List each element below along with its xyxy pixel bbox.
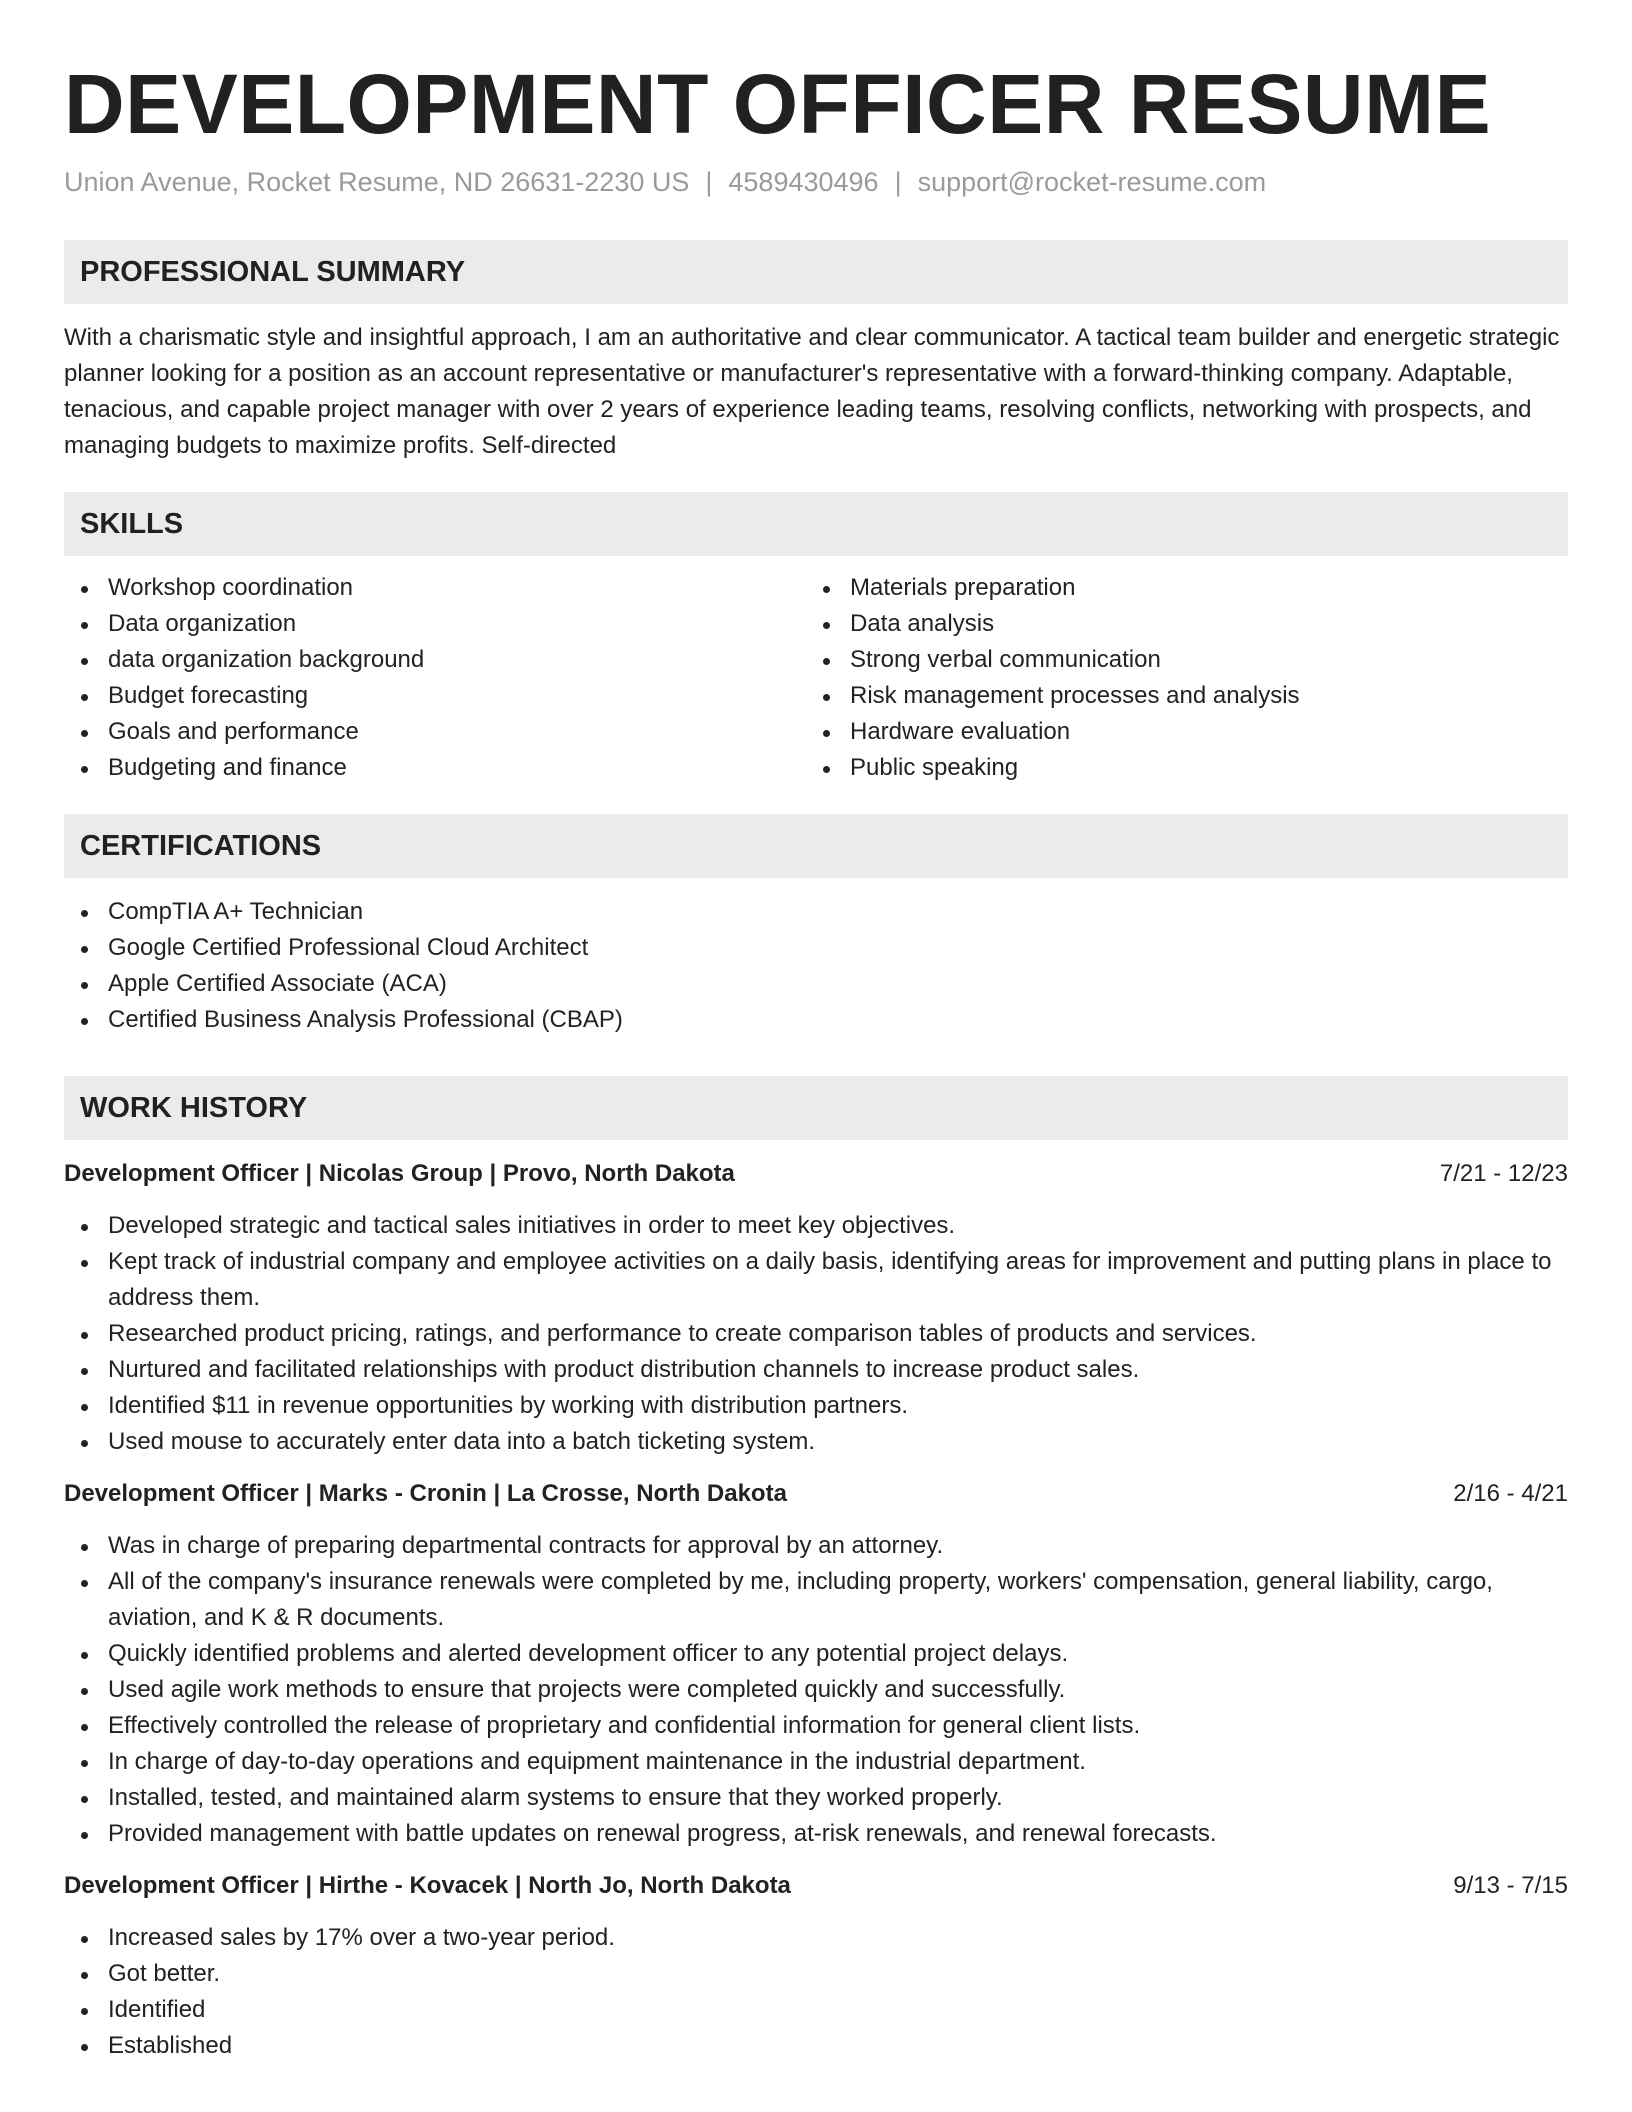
section-heading-skills: SKILLS [64,492,1568,556]
contact-separator: | [894,167,902,197]
job-bullet: In charge of day-to-day operations and equipment maintenance in the industrial department. [64,1744,1568,1780]
job-header [64,1868,1568,1904]
job-bullet: Used mouse to accurately enter data into a batch ticketing system. [64,1424,1568,1460]
job-dates: 2/16 - 4/21 [1453,1480,1568,1507]
skill-item: Materials preparation [806,570,1548,606]
contact-separator: | [705,167,713,197]
job-bullet: All of the company's insurance renewals were completed by me, including property, workers' compensation, general liability, cargo, aviation, and K & R documents. [64,1564,1568,1636]
job-bullet: Effectively controlled the release of proprietary and confidential information for general client lists. [64,1708,1568,1744]
skill-item: Public speaking [806,750,1548,786]
job-entry [64,1156,1568,1460]
job-bullet: Nurtured and facilitated relationships with product distribution channels to increase product sales. [64,1352,1568,1388]
job-bullets [64,1528,1568,1852]
job-bullet: Used agile work methods to ensure that projects were completed quickly and successfully. [64,1672,1568,1708]
section-heading-work-history: WORK HISTORY [64,1076,1568,1140]
certification-item: CompTIA A+ Technician [64,894,1568,930]
skill-item: Budgeting and finance [64,750,806,786]
job-dates: 9/13 - 7/15 [1453,1872,1568,1899]
job-header [64,1156,1568,1192]
summary-text: With a charismatic style and insightful approach, I am an authoritative and clear communicator. A tactical team builder and energetic strategic planner looking for a position as an account representative or manufacturer's representative with a forward-thinking company. Adaptable, tenacious, and capable project manager with over 2 years of experience leading teams, resolving conflicts, networking with prospects, and managing budgets to maximize profits. Self-directed [64,324,1560,459]
job-bullet: Developed strategic and tactical sales initiatives in order to meet key objectives. [64,1208,1568,1244]
certification-item: Apple Certified Associate (ACA) [64,966,1568,1002]
job-bullet: Established [64,2028,1568,2064]
section-heading-summary: PROFESSIONAL SUMMARY [64,240,1568,304]
job-bullet: Increased sales by 17% over a two-year period. [64,1920,1568,1956]
page-title: DEVELOPMENT OFFICER RESUME [64,57,1492,151]
contact-address: Union Avenue, Rocket Resume, ND 26631-2230 US [64,167,690,197]
skill-item: Risk management processes and analysis [806,678,1548,714]
skills-list [64,570,1568,786]
certification-item: Certified Business Analysis Professional (CBAP) [64,1002,1568,1038]
job-title: Development Officer | Nicolas Group | Provo, North Dakota [64,1160,735,1187]
certifications-list [64,894,1568,1038]
skill-item: Data organization [64,606,806,642]
skill-item: Strong verbal communication [806,642,1548,678]
job-entry [64,1476,1568,1852]
contact-email: support@rocket-resume.com [917,167,1267,197]
job-title: Development Officer | Marks - Cronin | La Crosse, North Dakota [64,1480,787,1507]
job-bullet: Quickly identified problems and alerted development officer to any potential project delays. [64,1636,1568,1672]
certification-item: Google Certified Professional Cloud Architect [64,930,1568,966]
skill-item: Budget forecasting [64,678,806,714]
job-bullet: Provided management with battle updates on renewal progress, at-risk renewals, and renewal forecasts. [64,1816,1568,1852]
job-bullet: Identified $11 in revenue opportunities by working with distribution partners. [64,1388,1568,1424]
job-dates: 7/21 - 12/23 [1439,1160,1568,1187]
job-entry [64,1868,1568,2064]
skill-item: Goals and performance [64,714,806,750]
job-bullet: Installed, tested, and maintained alarm systems to ensure that they worked properly. [64,1780,1568,1816]
job-bullet: Got better. [64,1956,1568,1992]
job-bullet: Identified [64,1992,1568,2028]
skill-item: data organization background [64,642,806,678]
job-header [64,1476,1568,1512]
job-bullet: Researched product pricing, ratings, and performance to create comparison tables of products and services. [64,1316,1568,1352]
job-bullets [64,1920,1568,2064]
section-heading-certifications: CERTIFICATIONS [64,814,1568,878]
skills-column-left [64,570,806,786]
contact-phone: 4589430496 [728,167,879,197]
job-bullet: Kept track of industrial company and employee activities on a daily basis, identifying areas for improvement and putting plans in place to address them. [64,1244,1568,1316]
skill-item: Workshop coordination [64,570,806,606]
skills-column-right [806,570,1548,786]
contact-line [64,164,1568,200]
skill-item: Hardware evaluation [806,714,1548,750]
skill-item: Data analysis [806,606,1548,642]
resume-page [64,0,1568,2064]
job-bullets [64,1208,1568,1460]
job-bullet: Was in charge of preparing departmental contracts for approval by an attorney. [64,1528,1568,1564]
job-title: Development Officer | Hirthe - Kovacek | North Jo, North Dakota [64,1872,791,1899]
